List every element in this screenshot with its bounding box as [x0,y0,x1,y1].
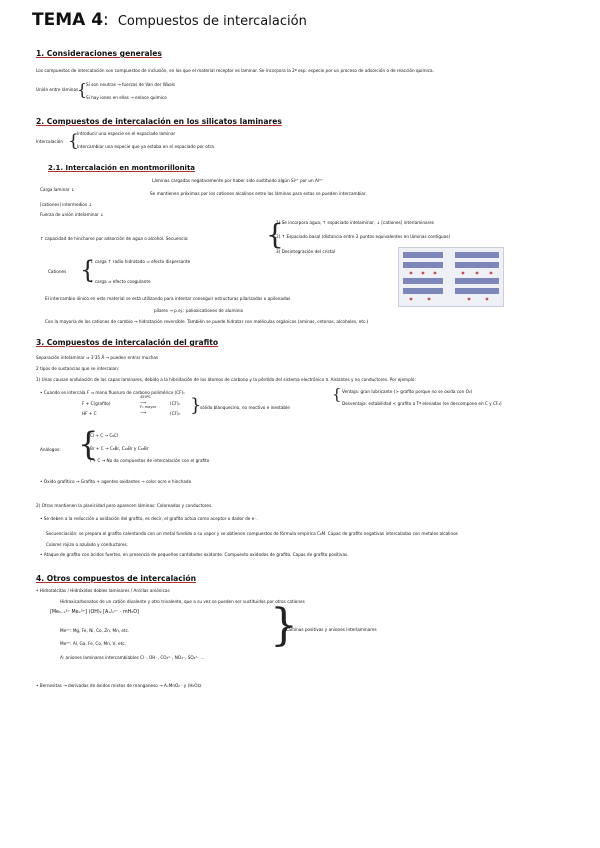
seq-step-2: 2) ↑ Espaciado basal (distancia entre 2 puntos equivalentes en láminas contiguas) [276,234,451,239]
title-sub: Compuestos de intercalación [117,14,307,29]
s3-m5: • Ataque de grafito con ácidos fuertes, en presencia de pequeñas cantidades oxidante. Compuesto oxidados de grafito. Capas de grafito positivas. [40,552,349,557]
reaction-1-right: (CF)ₙ [170,401,181,406]
s21-cationes: Cationes [48,269,67,274]
s2-intercal: Intercalación [36,139,64,144]
structure-drawing [399,248,503,306]
brace-union: { [77,80,88,99]
s1-line1: Los compuestos de intercalación son compuestos de inclusión, en los que el material receptor es laminar. Se incorpora la 2ª esp. especie por un proceso de adsorción o de reacción química. [36,68,434,73]
seq-step-1: 1) Se incorpora agua, ↑ espaciado intelaminar, ↓ [cationes] interlaminares [276,220,434,225]
s3-l3: 1) Unas causan ondulación de las capas laminares, debido a la hibridación de los átomos de carbono y la pérdida del sistema electrónico π. Aislantes y no conductores. Por ejemplo: [36,377,416,382]
s3-m2: • Se deben a la reducción u oxidación del grafito, es decir, el grafito actúa como aceptor o dador de e⁻. [40,516,258,521]
s21-e3: Con la mayoría de los cationes de cambio → hidratación reversible. También se puede hidratar con moléculas orgánicas (aminas, cetonas, alcoholes, etc.) [45,319,369,324]
s3-l4: • Cuando se intercala F ⇒ mono fluoruro de carbono polimérico (CF)ₙ [40,390,185,395]
s21-a4: [cationes] intermedios ↓ [40,202,92,207]
s1-u2: Si hay iones en ellas → enlace químico [86,95,167,100]
reaction-2-condition: F₂ mayor [140,405,157,409]
s1-heading: 1. Consideraciones generales [36,49,162,58]
s21-a6: ↑ capacidad de hincharse por adsorción de agua o alcohol. Secuencia: [40,236,189,241]
brace-hidrotalcitas: } [270,600,298,651]
brace-analogos: { [78,425,99,463]
brace-ventajas: { [332,385,342,403]
s4-anions: A: aniones laminares intercambiables Cl⁻, OH⁻, CO₃²⁻, NO₃⁻, SO₄²⁻ ... [60,655,205,660]
s3-heading: 3. Compuestos de intercalación del grafito [36,338,219,347]
s3-l1: Separación intelaminar ⇒ 3'35 Å → pueden entrar muchas [36,355,159,360]
brace-intercal: { [68,131,79,151]
reaction-2-arrow: ⟶ [140,410,147,415]
s4-laminas: Láminas positivas y aniones interlaminares [286,627,377,632]
analogo-i: I + C → No da compuestos de intercalación con el grafito [90,458,210,463]
reaction-2-left: HF + C [82,411,97,416]
montmorillonite-structure-image [398,247,504,307]
reaction-1-left: F + C(grafito) [82,401,111,406]
analogos-label: Análogos: [40,447,61,452]
reaction-note: sólido blanquecino, no reactivo e inestable [200,405,290,410]
s2-heading: 2. Compuestos de intercalación en los silicatos laminares [36,117,282,126]
brace-sequence: { [266,218,284,251]
desventaja: Desventaja: estabilidad < grafito a Tª elevadas (se descompone en C y CF₄) [342,401,502,406]
s4-h1: • Hidrotalcitas / Hidróxidos dobles laminares / Arcillas aniónicas [36,588,170,593]
s4-h2: Hidroxicarbonatos de un catión divalente y otro trivalente, que a su vez se pueden ser sustituidos por otros cationes [60,599,305,604]
s21-a1: Láminas cargadas negativamente por haber sido sustituido algún Si⁴⁺ por un Al³⁺ [152,178,323,183]
s21-c2: ↑ carga ⇒ efecto coagulante [90,279,151,284]
s4-heading: 4. Otros compuestos de intercalación [36,574,197,583]
page-title [32,12,307,29]
analogo-br: Br + C → C₈Br, C₁₆Br y C₂₈Br [90,446,149,451]
s2-i2: Intercambiar una especie que ya estaba en el espaciado por otra. [77,144,216,149]
s21-a2: Carga laminar ↓ [40,187,75,192]
analogo-cl: Cl + C → C₈Cl [90,433,119,438]
reaction-1-arrow: ⟶ [140,400,147,405]
title-colon: : [103,10,109,30]
s2-i1: Introducir una especie en el espaciado laminar [77,131,176,136]
brace-cationes: { [80,256,96,284]
seq-step-3: 3) Desintegración del cristal [276,249,336,254]
s4-me2: Me²⁺: Mg, Fe, Ni, Co, Zn, Mn, etc. [60,628,130,633]
s3-m3: Secuenciación: se prepara el grafito calentando con un metal fundido o su vapor y se obtienen compuestos de fórmula empírica C₈M. Capas de grafito negativas intercaladas con metales alcalinos [46,531,458,536]
s21-e2: pilares → p.ej.: polioxicationes de aluminio [154,308,244,313]
s1-union: Unión entre láminas [36,87,79,92]
s21-c1: ↓ carga ↑ radio hidratado ⇒ efecto dispersante [90,259,191,264]
reaction-1-condition: 450ºC [140,395,152,399]
brace-reactions: } [190,395,202,416]
s21-a3: Se mantienen próximas por los cationes alcalinos entre las láminas para estas se pueden intercambiar. [150,191,367,196]
reaction-2-right: (CF)ₙ [170,411,181,416]
s4-me3: Me³⁺: Al, Ga, Fe, Co, Mn, V, etc. [60,641,126,646]
ventaja: Ventaja: gran lubricante (> grafito porque no se oxida con O₂) [342,389,473,394]
s21-e1: El intercambio iónico en este material se está utilizando para intentar conseguir estructuras pilarizadas o apilonadas [45,296,291,301]
s3-l2: 2 tipos de sustancias que se intercalan: [36,366,120,371]
oxido-grafitico: • Óxido grafítico → Grafito + agentes oxidantes → color ocre e hinchado [40,479,192,484]
s21-a5: Fuerza de unión intelaminar ↓ [40,212,104,217]
s3-m4: Colores rojizo o azulado y conductores. [46,542,128,547]
s1-u1: Si son neutras → fuerzas de Van der Waals [86,82,176,87]
s4-bernesitas: • Bernesitas → derivadas de óxidos mixtos de manganeso → AₓMnO₂ · y (H₂O)z [36,683,202,688]
s21-heading: 2.1. Intercalación en montmorillonita [48,164,196,172]
s4-formula: [Me₁₋ₓ²⁺ Meₓ³⁺] (OH)₂ [Aₓ/ₙⁿ⁻ · mH₂O] [50,610,139,615]
title-main: TEMA 4 [32,10,104,30]
s3-m1: 2) Otras mantienen la planicidad pero aparecen láminas: Coloreados y conductores. [36,503,213,508]
